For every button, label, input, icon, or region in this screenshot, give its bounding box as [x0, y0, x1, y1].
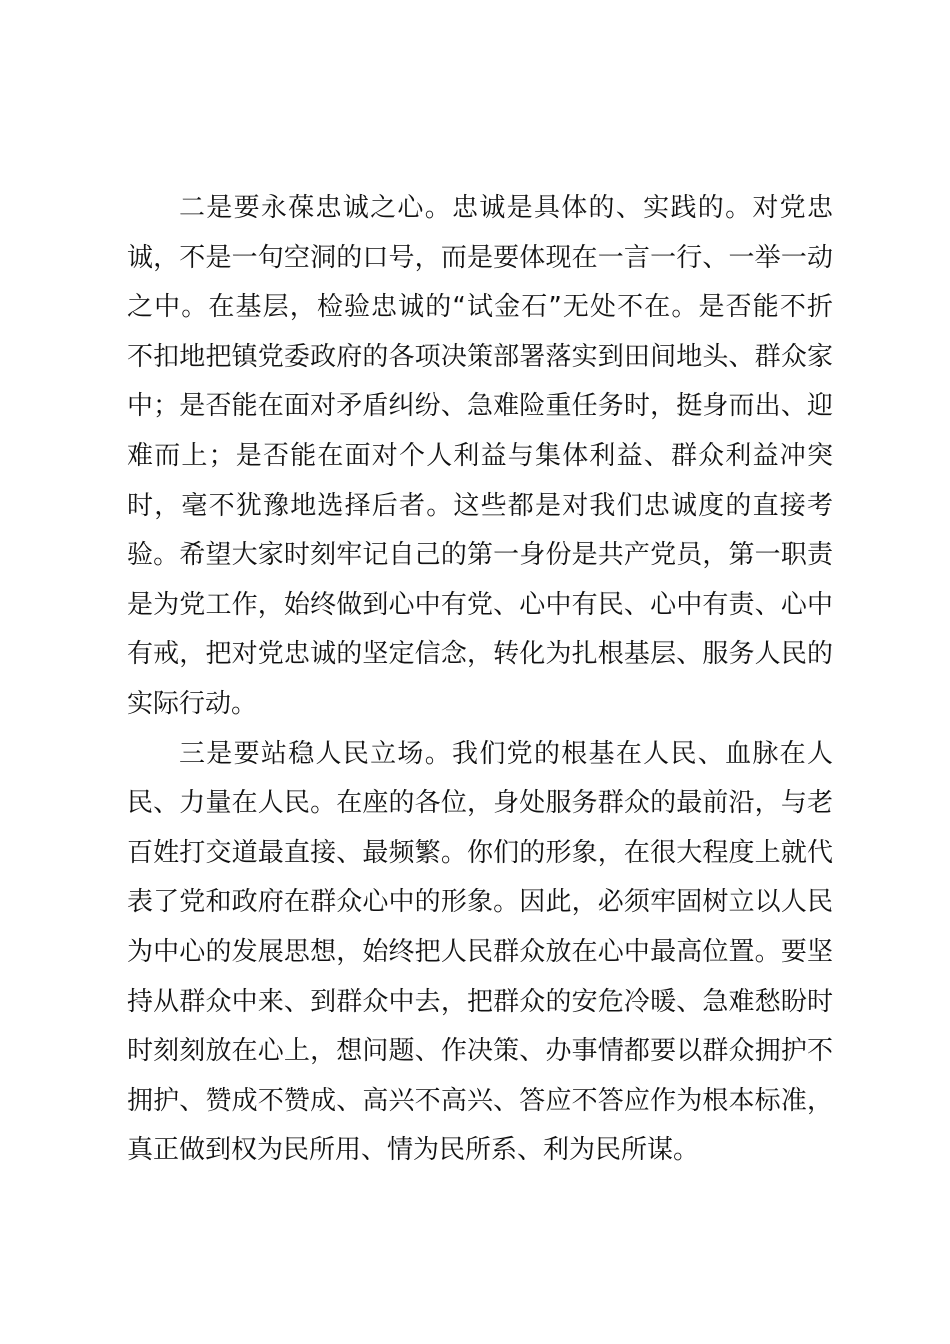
text-line: 实际行动。 [127, 688, 258, 719]
text-line: 难而上；是否能在面对个人利益与集体利益、群众利益冲突 [127, 440, 833, 471]
text-line: 民、力量在人民。在座的各位，身处服务群众的最前沿，与老 [127, 788, 833, 819]
text-line: 为中心的发展思想，始终把人民群众放在心中最高位置。要坚 [127, 936, 833, 967]
text-line: 有戒，把对党忠诚的坚定信念，转化为扎根基层、服务人民的 [127, 639, 833, 670]
paragraph-loyalty [127, 184, 833, 730]
text-line: 二是要永葆忠诚之心。忠诚是具体的、实践的。对党忠 [179, 193, 833, 223]
text-line: 真正做到权为民所用、情为民所系、利为民所谋。 [127, 1135, 700, 1166]
text-line: 百姓打交道最直接、最频繁。你们的形象，在很大程度上就代 [127, 837, 833, 868]
text-line: 中；是否能在面对矛盾纠纷、急难险重任务时，挺身而出、迎 [127, 391, 833, 422]
text-line: 表了党和政府在群众心中的形象。因此，必须牢固树立以人民 [127, 887, 833, 918]
text-line: 时刻刻放在心上，想问题、作决策、办事情都要以群众拥护不 [127, 1036, 833, 1067]
document-body [127, 184, 833, 1176]
text-line: 诚，不是一句空洞的口号，而是要体现在一言一行、一举一动 [127, 242, 833, 273]
text-line: 之中。在基层，检验忠诚的“试金石”无处不在。是否能不折 [127, 292, 833, 323]
text-line: 三是要站稳人民立场。我们党的根基在人民、血脉在人 [179, 738, 833, 769]
text-line: 时，毫不犹豫地选择后者。这些都是对我们忠诚度的直接考 [127, 490, 833, 521]
text-line: 拥护、赞成不赞成、高兴不高兴、答应不答应作为根本标准， [127, 1085, 833, 1116]
text-line: 验。希望大家时刻牢记自己的第一身份是共产党员，第一职责 [127, 540, 833, 571]
text-line: 持从群众中来、到群众中去，把群众的安危冷暖、急难愁盼时 [127, 986, 833, 1017]
paragraph-people-stance [127, 730, 833, 1176]
text-line: 不扣地把镇党委政府的各项决策部署落实到田间地头、群众家 [127, 341, 833, 372]
text-line: 是为党工作，始终做到心中有党、心中有民、心中有责、心中 [127, 589, 833, 620]
